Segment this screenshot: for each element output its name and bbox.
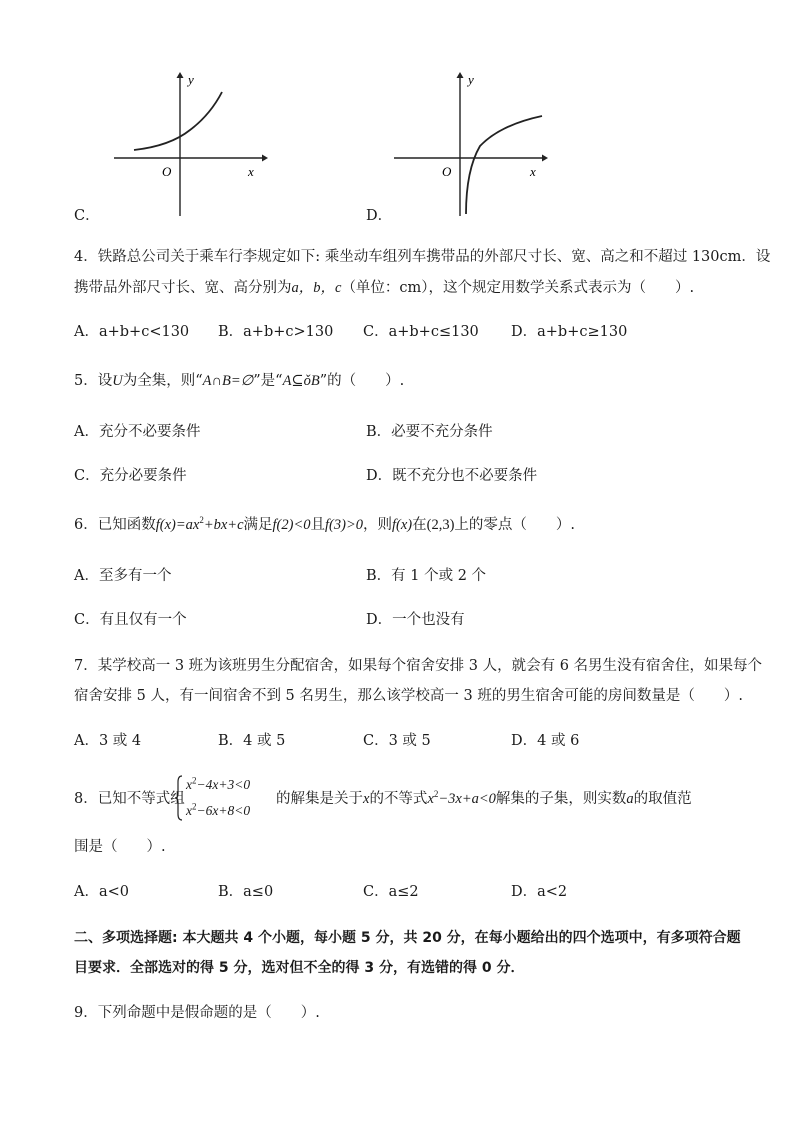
q5-condition-2: A⊆ǒ (282, 373, 311, 389)
q6-exponent: 2 (199, 515, 204, 526)
q6-option-a: A．至多有一个 (74, 568, 172, 584)
q5-option-c: C．充分必要条件 (74, 468, 187, 484)
q8-line2: 围是（ ）. (74, 839, 166, 855)
q6-function: f(x)=ax (155, 517, 200, 533)
q8-stem-rest (276, 789, 692, 809)
graph-c-x-arrow (262, 155, 268, 162)
graph-d-label: D． (366, 208, 393, 224)
q6-prefix: 6．已知函数 (74, 517, 156, 533)
q5-suffix: ”的（ ）. (319, 373, 405, 389)
q8-mid2: 的不等式 (369, 791, 428, 807)
q8-ineq3-rest: −3x+a<0 (438, 791, 496, 807)
q7-option-c: C．3 或 5 (363, 733, 431, 749)
graph-c-x-label: x (248, 164, 254, 179)
q6-interval: (2,3) (426, 517, 455, 533)
q8-suffix: 的取值范 (633, 791, 692, 807)
q8-mid: 的解集是关于 (276, 791, 363, 807)
q5-option-a: A．充分不必要条件 (74, 424, 201, 440)
q7-option-d: D．4 或 6 (511, 733, 580, 749)
q6-function-ref: f(x) (392, 517, 413, 533)
graph-d-y-arrow (457, 72, 464, 78)
section2-line1: 二、多项选择题: 本大题共 4 个小题，每小题 5 分，共 20 分，在每小题给出的四个选项中，有多项符合题 (74, 930, 741, 946)
q4-option-b: B．a+b+c>130 (218, 324, 334, 340)
graph-c-curve (134, 92, 222, 150)
q5-mid2: ”是“ (253, 373, 283, 389)
graph-d-x-arrow (542, 155, 548, 162)
graph-c-y-arrow (177, 72, 184, 78)
q7-option-a: A．3 或 4 (74, 733, 142, 749)
q6-mid2: 且 (310, 517, 326, 533)
q4-option-a: A．a+b+c<130 (74, 324, 190, 340)
q6-stem (74, 515, 575, 535)
q8-ineq1-rest: −4x+3<0 (196, 777, 251, 792)
q4-line2-rest: （单位：cm），这个规定用数学关系式表示为（ ）. (341, 280, 695, 296)
q8-inequality-1 (186, 776, 250, 794)
graph-d-origin: O (442, 164, 452, 179)
q7-option-b: B．4 或 5 (218, 733, 286, 749)
q6-option-c: C．有且仅有一个 (74, 612, 187, 628)
q7-line2: 宿舍安排 5 人，有一间宿舍不到 5 名男生，那么该学校高一 3 班的男生宿舍可能的房间数量是（ ）. (74, 688, 743, 704)
graph-d (390, 70, 550, 220)
q8-ineq2-exp: 2 (192, 801, 197, 812)
q9-stem: 9．下列命题中是假命题的是（ ）. (74, 1005, 320, 1021)
q6-suffix: 上的零点（ ）. (454, 517, 576, 533)
q6-option-d: D．一个也没有 (366, 612, 465, 628)
graph-c-label: C． (74, 208, 100, 224)
q8-option-c: C．a≤2 (363, 884, 419, 900)
q5-option-b: B．必要不充分条件 (366, 424, 493, 440)
q4-line1: 4．铁路总公司关于乘车行李规定如下: 乘坐动车组列车携带品的外部尺寸长、宽、高之和不超过 130cm．设 (74, 249, 771, 265)
q4-line2 (74, 278, 694, 298)
q6-condition-1: f(2)<0 (272, 517, 311, 533)
q8-ineq1-var: x (186, 777, 192, 792)
q6-condition-2: f(3)>0 (325, 517, 363, 533)
q8-ineq2-var: x (186, 803, 192, 818)
q5-stem (74, 371, 404, 391)
q8-option-d: D．a<2 (511, 884, 568, 900)
q8-a-var: a (626, 791, 634, 807)
graph-c-origin: O (162, 164, 172, 179)
q8-brace (174, 774, 184, 822)
q4-option-d: D．a+b+c≥130 (511, 324, 628, 340)
q8-option-b: B．a≤0 (218, 884, 274, 900)
q5-mid1: 为全集，则“ (122, 373, 203, 389)
q6-function-rest: +bx+c (203, 517, 244, 533)
graph-d-y-label: y (468, 72, 474, 87)
q8-option-a: A．a<0 (74, 884, 129, 900)
q4-line2-text: 携带品外部尺寸长、宽、高分别为 (74, 280, 292, 296)
graph-c (110, 70, 270, 220)
q8-ineq3-var: x (427, 791, 434, 807)
q8-inequality-2 (186, 802, 250, 820)
q4-option-c: C．a+b+c≤130 (363, 324, 479, 340)
section2-line2: 目要求．全部选对的得 5 分，选对但不全的得 3 分，有选错的得 0 分． (74, 960, 525, 976)
q8-prefix: 8．已知不等式组 (74, 791, 185, 807)
q8-x-var: x (363, 791, 370, 807)
q6-mid3: ，则 (363, 517, 392, 533)
q4-vars: a，b，c (291, 280, 342, 296)
q7-line1: 7．某学校高一 3 班为该班男生分配宿舍，如果每个宿舍安排 3 人，就会有 6 名男生没有宿舍住，如果每个 (74, 658, 763, 674)
graph-c-y-label: y (188, 72, 194, 87)
q5-condition-2b: B (310, 373, 320, 389)
graph-d-x-label: x (530, 164, 536, 179)
q8-ineq3-exp: 2 (433, 789, 439, 800)
q5-option-d: D．既不充分也不必要条件 (366, 468, 538, 484)
q5-universal-set: U (112, 373, 123, 389)
q8-ineq2-rest: −6x+8<0 (196, 803, 251, 818)
q5-condition-1: A∩B=∅ (202, 373, 254, 389)
q8-mid3: 解集的子集，则实数 (495, 791, 627, 807)
q6-mid4: 在 (412, 517, 427, 533)
q6-option-b: B．有 1 个或 2 个 (366, 568, 487, 584)
q6-mid1: 满足 (243, 517, 273, 533)
q8-ineq1-exp: 2 (192, 775, 197, 786)
q5-prefix: 5．设 (74, 373, 113, 389)
